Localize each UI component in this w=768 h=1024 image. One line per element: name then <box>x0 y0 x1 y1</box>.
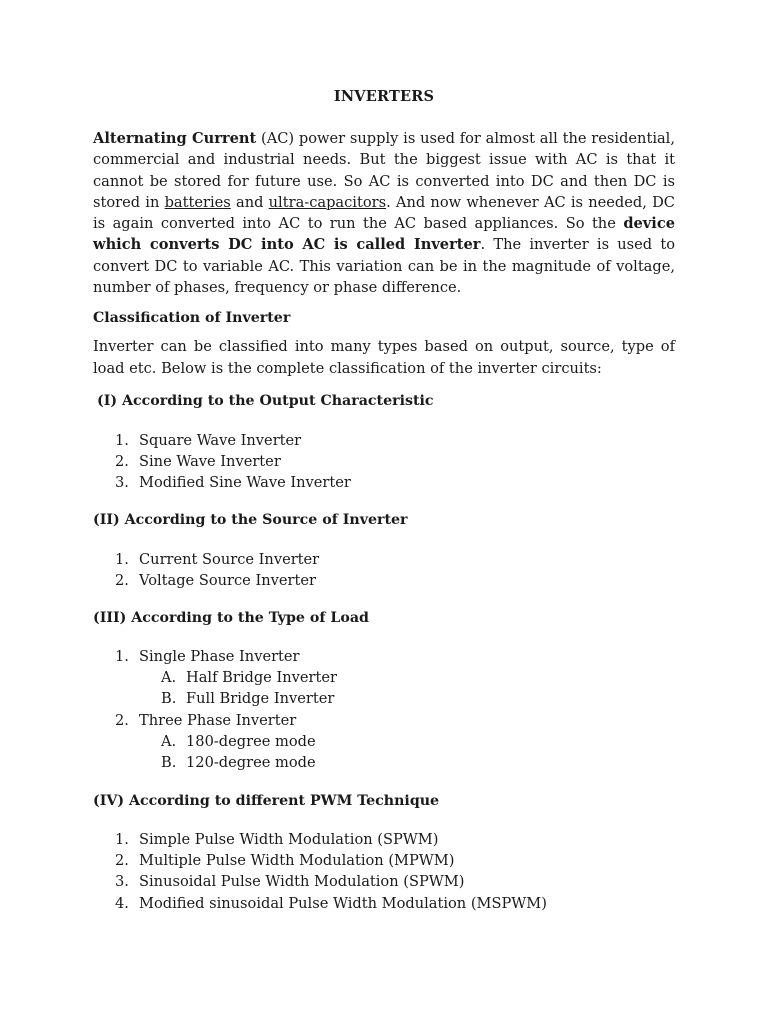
sublist-wrapper <box>93 731 337 773</box>
list-item: 1. Simple Pulse Width Modulation (SPWM) <box>115 831 439 848</box>
list-item: 1. Square Wave Inverter <box>115 432 302 449</box>
section-heading-pwm: (IV) According to different PWM Technique <box>93 793 440 809</box>
load-type-list <box>93 646 337 773</box>
classification-paragraph: Inverter can be classified into many types based on output, source, type of load etc. Below is the complete classification of the inverter circuits: <box>93 338 675 377</box>
list-item: 2. Voltage Source Inverter <box>115 572 316 590</box>
inverter-definition: device which converts DC into AC is called Inverter <box>93 215 675 254</box>
section-heading-output: (I) According to the Output Characteristic <box>97 393 434 409</box>
list-item: 1. Current Source Inverter <box>115 551 320 568</box>
intro-paragraph: Alternating Current (AC) power supply is used for almost all the residential, commercial and industrial needs. But the biggest issue with AC is that it cannot be stored for future use. So AC is converted into DC and then DC is stored in batteries and ultra-capacitors. And now whenever AC is needed, DC is again converted into AC to run the AC based appliances. So the device which converts DC into AC is called Inverter. The inverter is used to convert DC to variable AC. This variation can be in the magnitude of voltage, number of phases, frequency or phase difference. <box>93 130 675 297</box>
list-item: 4. Modified sinusoidal Pulse Width Modulation (MSPWM) <box>115 894 547 912</box>
list-item: 3. Modified Sine Wave Inverter <box>115 474 351 492</box>
term-alternating-current: Alternating Current <box>93 130 257 147</box>
sublist-item: A. 180-degree mode <box>161 732 316 750</box>
section-heading-load: (III) According to the Type of Load <box>93 610 369 626</box>
list-item: 2. Multiple Pulse Width Modulation (MPWM) <box>115 852 455 870</box>
sublist-item: B. 120-degree mode <box>161 754 316 772</box>
section-heading-source: (II) According to the Source of Inverter <box>93 512 408 528</box>
sublist-item: A. Half Bridge Inverter <box>161 669 337 687</box>
list-item: 2. Three Phase Inverter <box>115 711 297 729</box>
link-ultra-capacitors[interactable]: ultra-capacitors <box>268 193 387 211</box>
sublist-wrapper <box>93 667 337 709</box>
list-item: 1. Single Phase Inverter <box>115 648 300 665</box>
source-list <box>93 549 319 591</box>
pwm-technique-list <box>93 829 547 914</box>
sublist <box>93 731 337 773</box>
sublist-item: B. Full Bridge Inverter <box>161 690 335 708</box>
sublist <box>93 667 337 709</box>
page-title: INVERTERS <box>333 88 435 105</box>
list-item: 2. Sine Wave Inverter <box>115 453 281 471</box>
output-characteristic-list <box>93 430 351 494</box>
classification-heading: Classification of Inverter <box>93 310 291 326</box>
list-item: 3. Sinusoidal Pulse Width Modulation (SPWM) <box>115 873 465 891</box>
link-batteries[interactable]: batteries <box>164 193 231 211</box>
